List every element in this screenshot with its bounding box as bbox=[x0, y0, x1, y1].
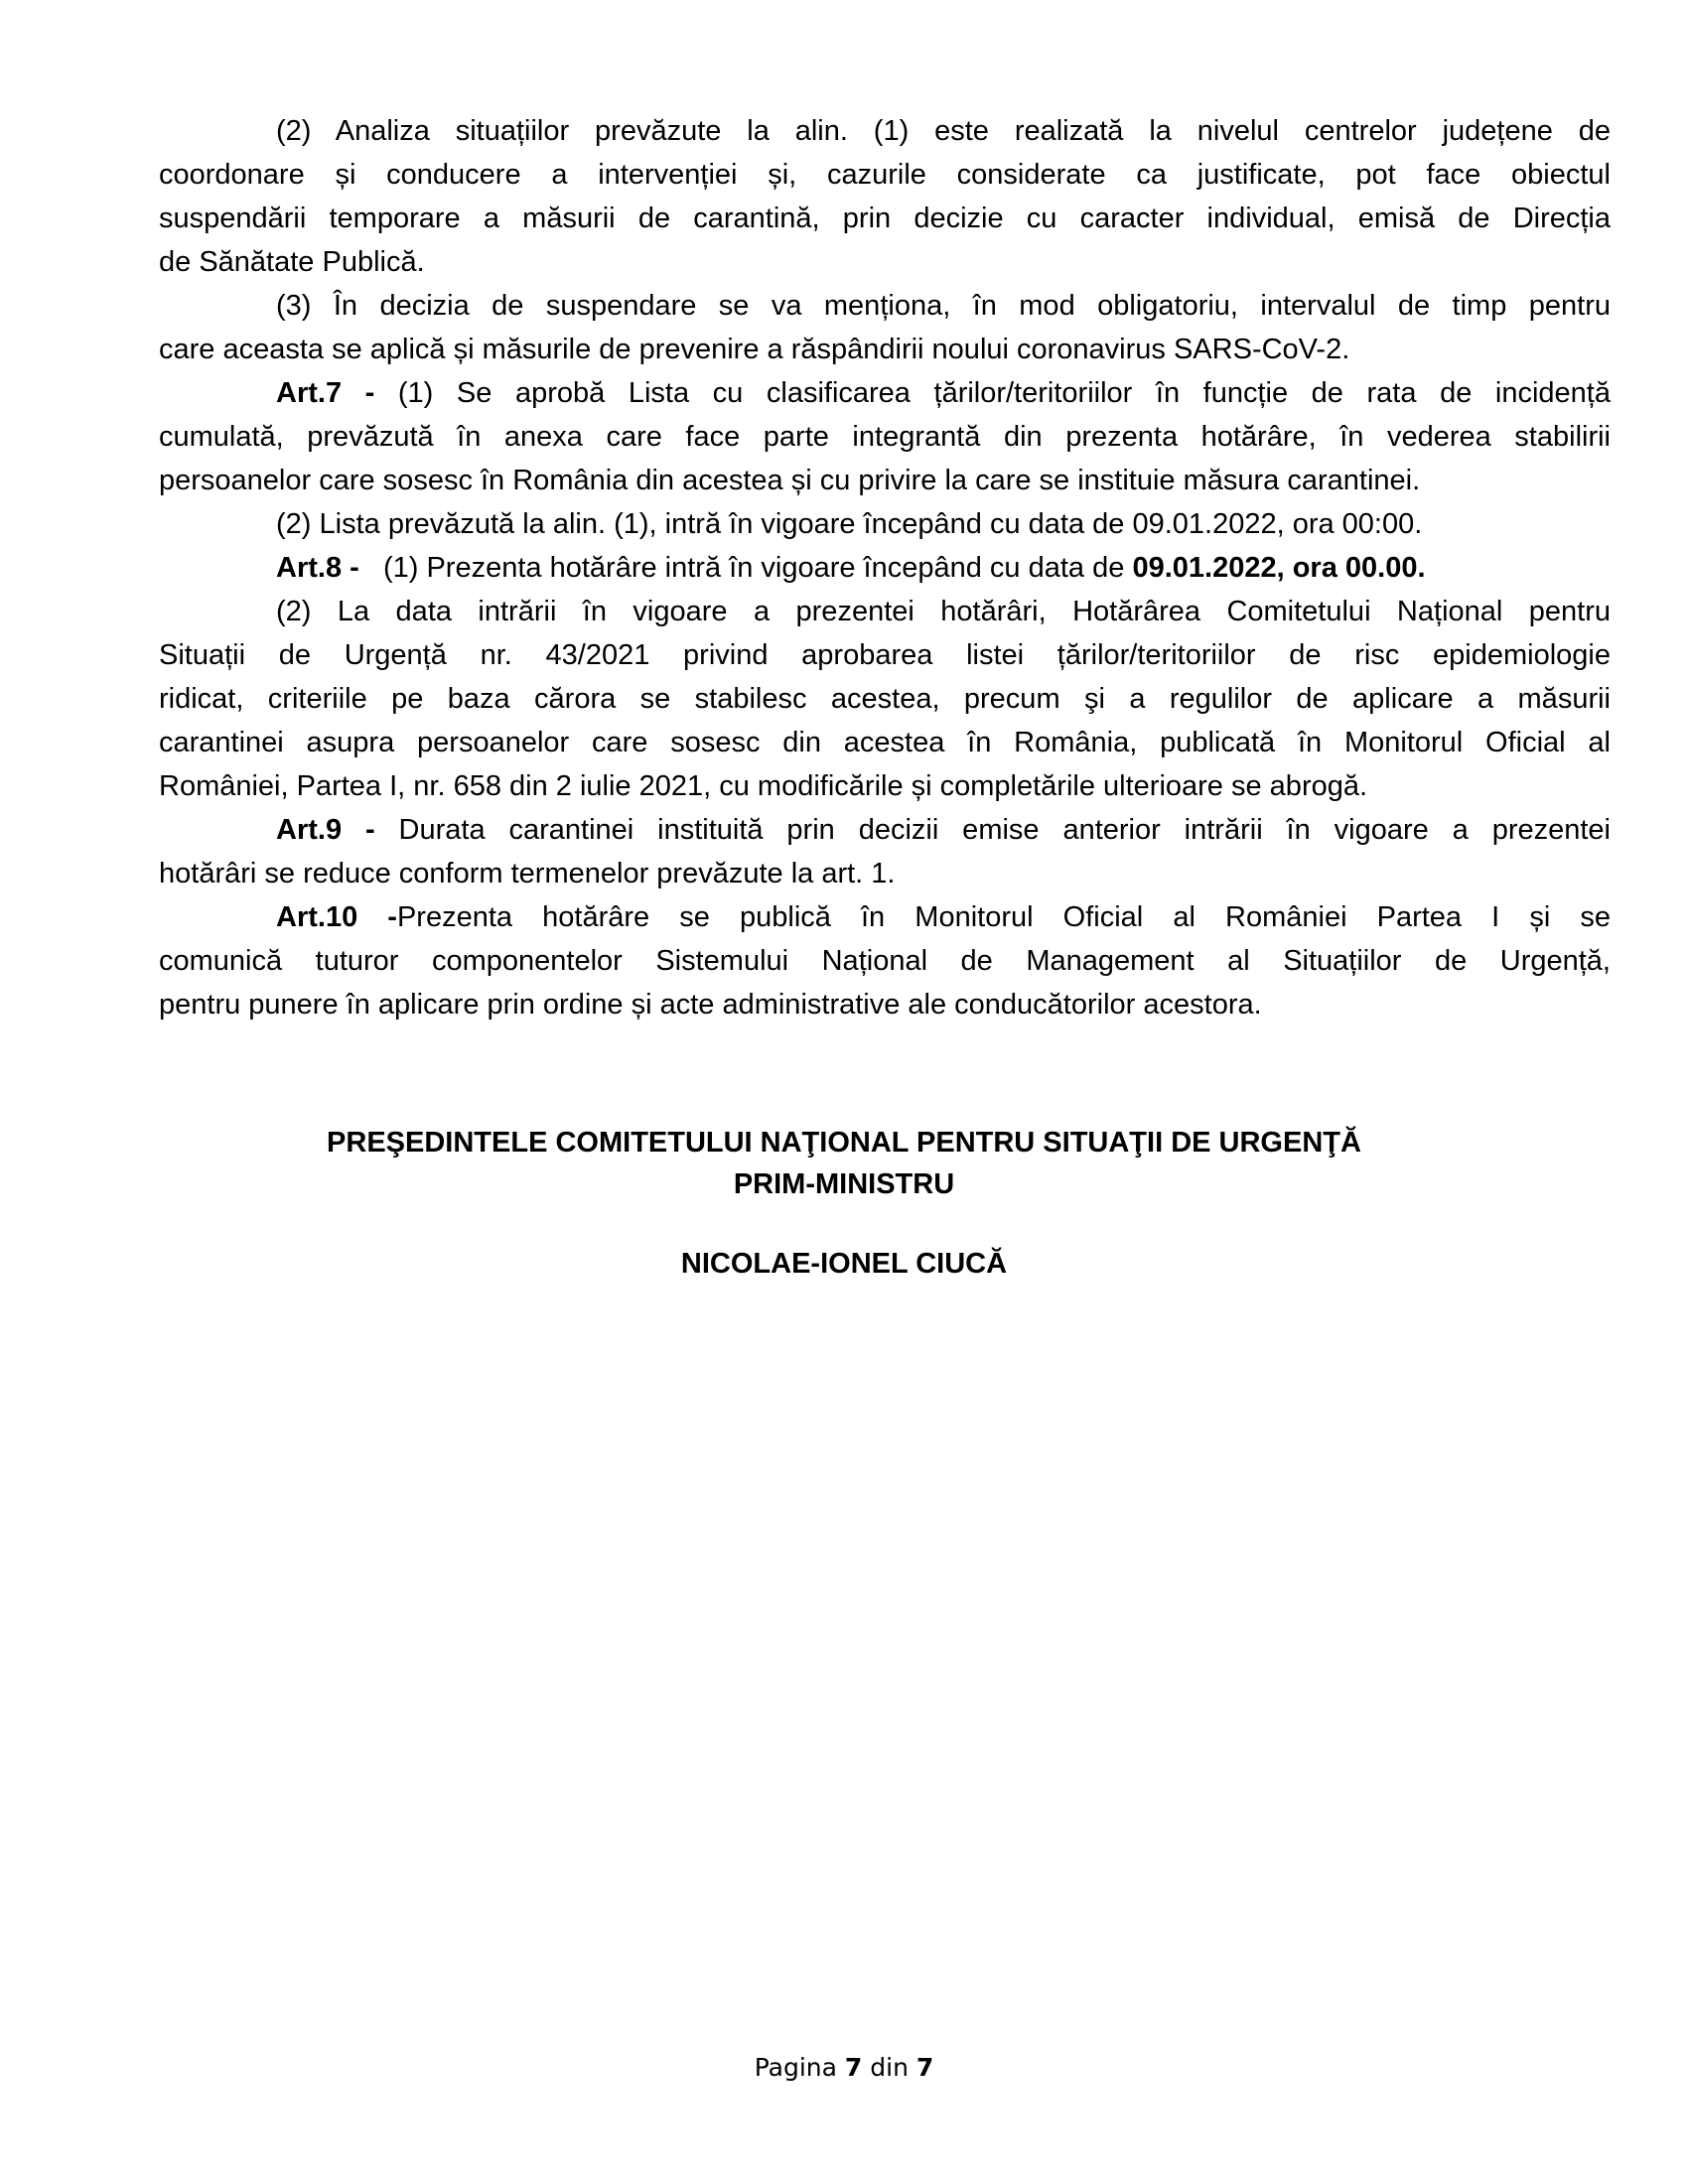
text-line: de Sănătate Publică. bbox=[159, 246, 425, 278]
text-line: (2) Analiza situațiilor prevăzute la alin. (1) este realizată la nivelul centrelor județene de bbox=[276, 115, 1611, 147]
document-body bbox=[159, 109, 1611, 1026]
text-span: Prezenta hotărâre se publică în Monitorul Oficial al României Partea I și se bbox=[396, 901, 1611, 933]
text-line bbox=[159, 371, 1611, 415]
text-line: hotărâri se reduce conform termenelor prevăzute la art. 1. bbox=[159, 858, 896, 889]
text-line: cumulată, prevăzută în anexa care face parte integrantă din prezenta hotărâre, în vederea stabilirii bbox=[159, 421, 1611, 453]
current-page: 7 bbox=[844, 2053, 863, 2082]
text-line: Situații de Urgență nr. 43/2021 privind aprobarea listei țărilor/teritoriilor de risc epidemiologie bbox=[159, 639, 1611, 671]
page-label: Pagina bbox=[754, 2053, 837, 2082]
text-line: (2) Lista prevăzută la alin. (1), intră în vigoare începând cu data de 09.01.2022, ora 00:00. bbox=[276, 508, 1423, 540]
text-line: (3) În decizia de suspendare se va menționa, în mod obligatoriu, intervalul de timp pentru bbox=[276, 290, 1611, 322]
text-span: (1) Prezenta hotărâre intră în vigoare începând cu data de bbox=[358, 552, 1133, 584]
text-line: României, Partea I, nr. 658 din 2 iulie 2021, cu modificările și completările ulterioare se abrogă. bbox=[159, 770, 1368, 802]
paragraph-art7-alin2 bbox=[159, 502, 1611, 546]
text-span: Durata carantinei instituită prin decizii emise anterior intrării în vigoare a prezentei bbox=[374, 814, 1611, 846]
text-line: pentru punere în aplicare prin ordine și acte administrative ale conducătorilor acestora. bbox=[159, 989, 1262, 1021]
text-line: comunică tuturor componentelor Sistemului Național de Management al Situațiilor de Urgență, bbox=[159, 945, 1611, 977]
text-line bbox=[159, 808, 1611, 852]
article-label: Art.9 - bbox=[276, 814, 375, 846]
text-line: suspendării temporare a măsurii de carantină, prin decizie cu caracter individual, emisă de Direcția bbox=[159, 203, 1611, 234]
page-separator: din bbox=[870, 2053, 909, 2082]
paragraph-art9 bbox=[159, 808, 1611, 895]
paragraph-art7 bbox=[159, 371, 1611, 502]
total-pages: 7 bbox=[915, 2053, 934, 2082]
text-line: persoanelor care sosesc în România din acestea și cu privire la care se instituie măsura carantinei. bbox=[159, 465, 1421, 496]
article-label: Art.8 - bbox=[276, 552, 359, 584]
paragraph-art10 bbox=[159, 895, 1611, 1026]
page-footer bbox=[0, 2053, 1688, 2082]
text-line: (2) La data intrării în vigoare a prezentei hotărâri, Hotărârea Comitetului Național pentru bbox=[276, 596, 1611, 627]
text-line: ridicat, criteriile pe baza cărora se stabilesc acestea, precum şi a regulilor de aplicare a măsurii bbox=[159, 683, 1611, 715]
article-label: Art.10 - bbox=[276, 901, 397, 933]
effective-date: 09.01.2022, ora 00.00. bbox=[1132, 552, 1426, 584]
text-line: care aceasta se aplică și măsurile de prevenire a răspândirii noului coronavirus SARS-CoV-2. bbox=[159, 334, 1350, 365]
paragraph-art8 bbox=[159, 546, 1611, 590]
paragraph-art6-alin2 bbox=[159, 109, 1611, 284]
text-line bbox=[159, 546, 1611, 590]
text-line: carantinei asupra persoanelor care sosesc din acestea în România, publicată în Monitorul Oficial al bbox=[159, 727, 1611, 758]
signature-title: PREŞEDINTELE COMITETULUI NAŢIONAL PENTRU SITUAŢII DE URGENŢĂ bbox=[327, 1127, 1361, 1159]
signature-block bbox=[0, 1122, 1688, 1285]
text-line: coordonare și conducere a intervenției și, cazurile considerate ca justificate, pot face obiectul bbox=[159, 159, 1611, 191]
signatory-name: NICOLAE-IONEL CIUCĂ bbox=[680, 1248, 1008, 1280]
text-line bbox=[159, 895, 1611, 939]
paragraph-art6-alin3 bbox=[159, 284, 1611, 371]
signature-role: PRIM-MINISTRU bbox=[733, 1168, 955, 1200]
paragraph-art8-alin2 bbox=[159, 590, 1611, 808]
text-span: (1) Se aprobă Lista cu clasificarea țărilor/teritoriilor în funcție de rata de incidență bbox=[374, 377, 1611, 409]
article-label: Art.7 - bbox=[276, 377, 375, 409]
